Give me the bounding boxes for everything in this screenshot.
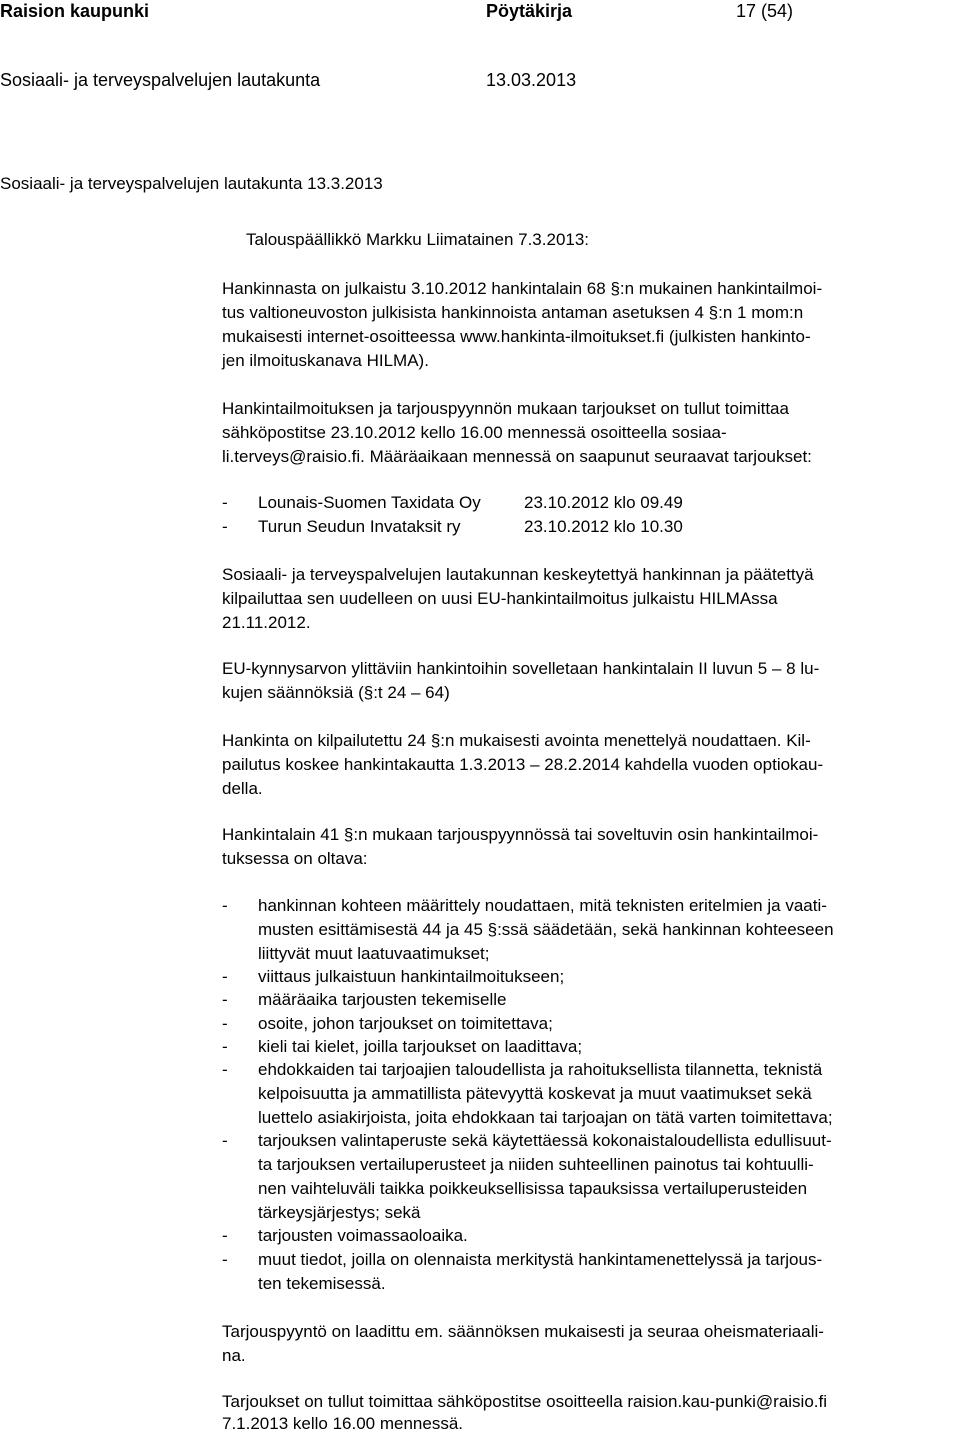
meeting-line: Sosiaali- ja terveyspalvelujen lautakunta 13.3.2013 <box>0 174 383 193</box>
requirement-line: liittyvät muut laatuvaatimukset; <box>258 944 490 963</box>
requirement-line: hankinnan kohteen määrittely noudattaen, mitä teknisten eritelmien ja vaati- <box>258 896 827 915</box>
page-number: 17 (54) <box>736 1 794 21</box>
requirement-line: nen vaihteluväli taikka poikkeuksellisissa tapauksissa vertailuperusteiden <box>258 1179 808 1198</box>
header-date: 13.03.2013 <box>486 70 577 90</box>
requirement-line: viittaus julkaistuun hankintailmoitukseen; <box>258 967 565 986</box>
paragraph-line: tus valtioneuvoston julkisista hankinnoista antaman asetuksen 4 §:n 1 mom:n <box>222 303 804 322</box>
requirement-line: ehdokkaiden tai tarjoajien taloudellista ja rahoituksellista tilannetta, teknistä <box>258 1060 823 1079</box>
list-dash: - <box>222 1131 228 1150</box>
requirement-line: musten esittämisestä 44 ja 45 §:ssä säädetään, sekä hankinnan kohteeseen <box>258 920 834 939</box>
requirement-line: tarjousten voimassaoloaika. <box>258 1226 468 1245</box>
organization-name: Raision kaupunki <box>0 1 150 21</box>
paragraph-line: Hankintailmoituksen ja tarjouspyynnön mukaan tarjoukset on tullut toimittaa <box>222 399 789 418</box>
board-name: Sosiaali- ja terveyspalvelujen lautakunta <box>0 70 321 90</box>
paragraph-line: EU-kynnysarvon ylittäviin hankintoihin sovelletaan hankintalain II luvun 5 – 8 lu- <box>222 659 820 678</box>
requirement-line: ta tarjouksen vertailuperusteet ja niiden suhteellinen painotus tai kohtuulli- <box>258 1155 814 1174</box>
paragraph-line: Tarjouspyyntö on laadittu em. säännöksen mukaisesti ja seuraa oheismateriaali- <box>222 1322 824 1341</box>
presenter-line: Talouspäällikkö Markku Liimatainen 7.3.2013: <box>246 230 590 249</box>
paragraph-line: kujen säännöksiä (§:t 24 – 64) <box>222 683 450 702</box>
document-type: Pöytäkirja <box>486 1 573 21</box>
list-dash: - <box>222 493 228 512</box>
document-header <box>0 0 960 100</box>
requirement-line: tarjouksen valintaperuste sekä käytettäessä kokonaistaloudellista edullisuut- <box>258 1131 832 1150</box>
list-dash: - <box>222 1226 228 1245</box>
requirement-line: kelpoisuutta ja ammatillista pätevyyttä koskevat ja muut vaatimukset sekä <box>258 1084 812 1103</box>
list-dash: - <box>222 1060 228 1079</box>
requirement-line: luettelo asiakirjoista, joita ehdokkaan tai tarjoajan on tätä varten toimitettava; <box>258 1108 833 1127</box>
list-dash: - <box>222 1037 228 1056</box>
paragraph-line: 21.11.2012. <box>222 613 311 632</box>
requirement-line: muut tiedot, joilla on olennaista merkitystä hankintamenettelyssä ja tarjous- <box>258 1250 823 1269</box>
paragraph-line: della. <box>222 779 263 798</box>
requirement-line: osoite, johon tarjoukset on toimitettava; <box>258 1014 553 1033</box>
list-dash: - <box>222 1014 228 1033</box>
paragraph-line: Sosiaali- ja terveyspalvelujen lautakunnan keskeytettyä hankinnan ja päätettyä <box>222 565 814 584</box>
requirement-line: määräaika tarjousten tekemiselle <box>258 990 507 1009</box>
supplier-name: Lounais-Suomen Taxidata Oy <box>258 493 481 512</box>
supplier-name: Turun Seudun Invataksit ry <box>258 517 461 536</box>
paragraph-line: Hankinta on kilpailutettu 24 §:n mukaisesti avointa menettelyä noudattaen. Kil- <box>222 731 811 750</box>
paragraph-line: kilpailuttaa sen uudelleen on uusi EU-hankintailmoitus julkaistu HILMAssa <box>222 589 778 608</box>
supplier-time: 23.10.2012 klo 09.49 <box>524 493 683 512</box>
paragraph-line: na. <box>222 1346 246 1365</box>
list-dash: - <box>222 1250 228 1269</box>
list-dash: - <box>222 967 228 986</box>
list-dash: - <box>222 990 228 1009</box>
paragraph-line: Tarjoukset on tullut toimittaa sähköpostitse osoitteella raision.kau-punki@raisio.fi <box>222 1392 828 1411</box>
paragraph-line: jen ilmoituskanava HILMA). <box>222 351 429 370</box>
paragraph-line: Hankinnasta on julkaistu 3.10.2012 hankintalain 68 §:n mukainen hankintailmoi- <box>222 279 823 298</box>
requirement-line: kieli tai kielet, joilla tarjoukset on laadittava; <box>258 1037 583 1056</box>
paragraph-line: tuksessa on oltava: <box>222 849 368 868</box>
requirement-line: tärkeysjärjestys; sekä <box>258 1203 421 1222</box>
paragraph-line: Hankintalain 41 §:n mukaan tarjouspyynnössä tai soveltuvin osin hankintailmoi- <box>222 825 819 844</box>
paragraph-line: 7.1.2013 kello 16.00 mennessä. <box>222 1414 464 1433</box>
paragraph-line: mukaisesti internet-osoitteessa www.hankinta-ilmoitukset.fi (julkisten hankinto- <box>222 327 811 346</box>
paragraph-line: li.terveys@raisio.fi. Määräaikaan mennessä on saapunut seuraavat tarjoukset: <box>222 447 812 466</box>
supplier-time: 23.10.2012 klo 10.30 <box>524 517 683 536</box>
list-dash: - <box>222 517 228 536</box>
paragraph-line: sähköpostitse 23.10.2012 kello 16.00 mennessä osoitteella sosiaa- <box>222 423 727 442</box>
requirement-line: ten tekemisessä. <box>258 1274 386 1293</box>
paragraph-line: pailutus koskee hankintakautta 1.3.2013 – 28.2.2014 kahdella vuoden optiokau- <box>222 755 824 774</box>
list-dash: - <box>222 896 228 915</box>
